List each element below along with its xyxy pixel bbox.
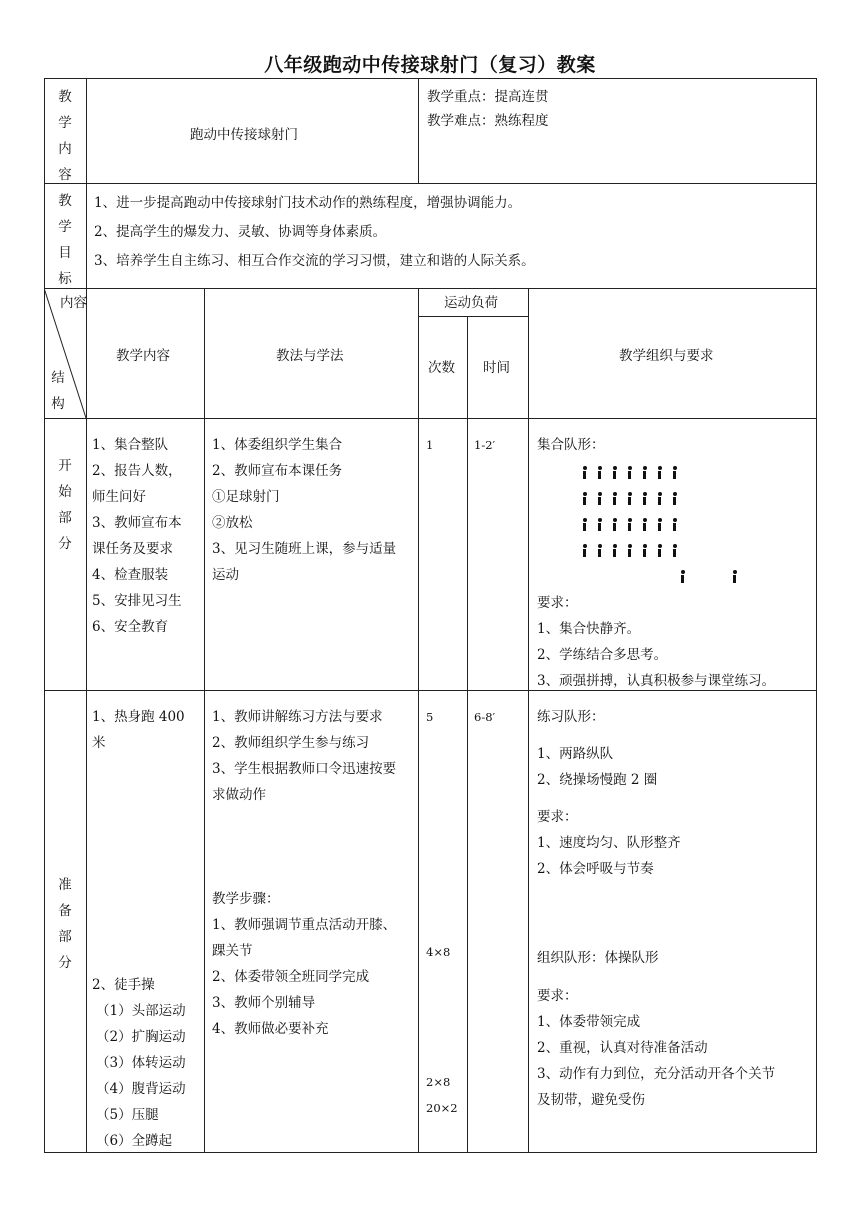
student-figure-icon: [582, 518, 587, 531]
student-figure-icon: [612, 544, 617, 557]
list-item: 1、两路纵队: [537, 746, 614, 762]
list-item: 2、报告人数，: [92, 463, 182, 479]
table-border-top: [44, 78, 816, 79]
student-figure-icon: [597, 466, 602, 479]
student-figure-icon: [672, 518, 677, 531]
list-item: 3、动作有力到位，充分活动开各个关节: [537, 1066, 776, 1082]
prep-count-b: 4×8: [426, 945, 451, 959]
student-figure-icon: [597, 518, 602, 531]
student-figure-icon: [612, 518, 617, 531]
prep-time-a: 6-8′: [474, 710, 496, 724]
list-item: 2、体委带领全班同学完成: [212, 969, 370, 985]
list-item: 求做动作: [212, 787, 266, 803]
list-item: 3、教师个别辅导: [212, 995, 316, 1011]
key-point: 教学重点：提高连贯: [427, 89, 549, 105]
col-divider: [86, 78, 87, 1153]
header-load: 运动负荷: [444, 295, 498, 311]
header-organization: 教学组织与要求: [619, 348, 714, 364]
list-item: （2）扩胸运动: [96, 1029, 186, 1045]
col-divider: [204, 288, 205, 1153]
goal-item: 3、培养学生自主练习、相互合作交流的学习习惯，建立和谐的人际关系。: [94, 253, 535, 269]
start-count: 1: [426, 438, 434, 452]
list-item: 3、学生根据教师口令迅速按要: [212, 761, 397, 777]
list-item: 教学步骤：: [212, 891, 280, 907]
goal-item: 1、进一步提高跑动中传接球射门技术动作的熟练程度，增强协调能力。: [94, 195, 522, 211]
teacher-figure-icon: [680, 570, 685, 583]
list-item: 师生问好: [92, 489, 146, 505]
list-item: （3）体转运动: [96, 1055, 186, 1071]
student-figure-icon: [672, 466, 677, 479]
diagonal-label-bottom: 结构: [51, 370, 65, 412]
list-item: 1、体委带领完成: [537, 1014, 641, 1030]
lesson-topic: 跑动中传接球射门: [190, 127, 298, 143]
teacher-figure-icon: [732, 570, 737, 583]
list-item: 课任务及要求: [92, 541, 173, 557]
prep-count-c: 2×8: [426, 1075, 451, 1089]
list-item: （5）压腿: [96, 1107, 159, 1123]
list-item: 2、绕操场慢跑 2 圈: [537, 772, 658, 788]
prep-org-b-title: 组织队形：体操队形: [537, 950, 659, 966]
goals-row-label: 教学目标: [58, 193, 72, 287]
row-divider: [44, 288, 816, 289]
list-item: 1、教师讲解练习方法与要求: [212, 709, 383, 725]
student-figure-icon: [597, 544, 602, 557]
list-item: 及韧带，避免受伤: [537, 1092, 645, 1108]
student-figure-icon: [582, 466, 587, 479]
list-item: ①足球射门: [212, 489, 280, 505]
list-item: 1、教师强调节重点活动开膝、: [212, 917, 397, 933]
list-item: （1）头部运动: [96, 1003, 186, 1019]
list-item: （4）腹背运动: [96, 1081, 186, 1097]
student-figure-icon: [657, 466, 662, 479]
table-border-right: [816, 78, 817, 1153]
list-item: 5、安排见习生: [92, 593, 182, 609]
row-divider: [44, 183, 816, 184]
header-time: 时间: [483, 360, 510, 376]
list-item: 6、安全教育: [92, 619, 169, 635]
list-item: 2、教师组织学生参与练习: [212, 735, 370, 751]
student-figure-icon: [657, 544, 662, 557]
prep-section-label: 准备部分: [58, 877, 72, 971]
header-method: 教法与学法: [276, 348, 344, 364]
student-figure-icon: [612, 466, 617, 479]
student-figure-icon: [582, 492, 587, 505]
student-figure-icon: [597, 492, 602, 505]
list-item: 1、热身跑 400: [92, 709, 185, 725]
list-item: 2、学练结合多思考。: [537, 647, 668, 663]
col-divider: [418, 78, 419, 183]
header-content: 教学内容: [116, 348, 170, 364]
list-item: 2、教师宣布本课任务: [212, 463, 343, 479]
list-item: 要求：: [537, 988, 578, 1004]
start-time: 1-2′: [474, 438, 496, 452]
list-item: 1、速度均匀、队形整齐: [537, 835, 681, 851]
table-border-left: [44, 78, 45, 1153]
student-figure-icon: [657, 518, 662, 531]
list-item: 要求：: [537, 595, 578, 611]
list-item: 1、体委组织学生集合: [212, 437, 343, 453]
list-item: 米: [92, 735, 106, 751]
student-figure-icon: [627, 466, 632, 479]
start-section-label: 开始部分: [58, 458, 72, 552]
student-figure-icon: [627, 492, 632, 505]
page-title: 八年级跑动中传接球射门（复习）教案: [264, 54, 596, 76]
list-item: 2、徒手操: [92, 977, 155, 993]
list-item: ②放松: [212, 515, 253, 531]
list-item: 4、检查服装: [92, 567, 169, 583]
student-figure-icon: [612, 492, 617, 505]
student-figure-icon: [627, 518, 632, 531]
prep-org-a-title: 练习队形：: [537, 709, 605, 725]
prep-count-d: 20×2: [426, 1101, 458, 1115]
list-item: 1、集合整队: [92, 437, 169, 453]
load-sub-divider: [418, 316, 528, 317]
content-row-label: 教学内容: [58, 89, 72, 183]
list-item: 2、重视，认真对待准备活动: [537, 1040, 708, 1056]
row-divider: [44, 418, 816, 419]
list-item: 要求：: [537, 809, 578, 825]
list-item: 运动: [212, 567, 239, 583]
student-figure-icon: [642, 518, 647, 531]
diagonal-label-top: 内容: [60, 295, 87, 311]
student-figure-icon: [627, 544, 632, 557]
difficulty-point: 教学难点：熟练程度: [427, 113, 549, 129]
goal-item: 2、提高学生的爆发力、灵敏、协调等身体素质。: [94, 224, 387, 240]
header-count: 次数: [428, 360, 455, 376]
list-item: 3、顽强拼搏，认真积极参与课堂练习。: [537, 673, 776, 689]
list-item: 2、体会呼吸与节奏: [537, 861, 654, 877]
col-divider: [467, 316, 468, 1153]
student-figure-icon: [672, 544, 677, 557]
list-item: 4、教师做必要补充: [212, 1021, 329, 1037]
list-item: 1、集合快静齐。: [537, 621, 641, 637]
prep-count-a: 5: [426, 710, 434, 724]
start-org-title: 集合队形：: [537, 437, 605, 453]
list-item: 踝关节: [212, 943, 253, 959]
student-figure-icon: [672, 492, 677, 505]
col-divider: [418, 288, 419, 1153]
student-figure-icon: [582, 544, 587, 557]
col-divider: [528, 288, 529, 1153]
student-figure-icon: [642, 492, 647, 505]
student-figure-icon: [657, 492, 662, 505]
list-item: 3、见习生随班上课，参与适量: [212, 541, 397, 557]
list-item: （6）全蹲起: [96, 1133, 173, 1149]
student-figure-icon: [642, 466, 647, 479]
list-item: 3、教师宣布本: [92, 515, 182, 531]
student-figure-icon: [642, 544, 647, 557]
